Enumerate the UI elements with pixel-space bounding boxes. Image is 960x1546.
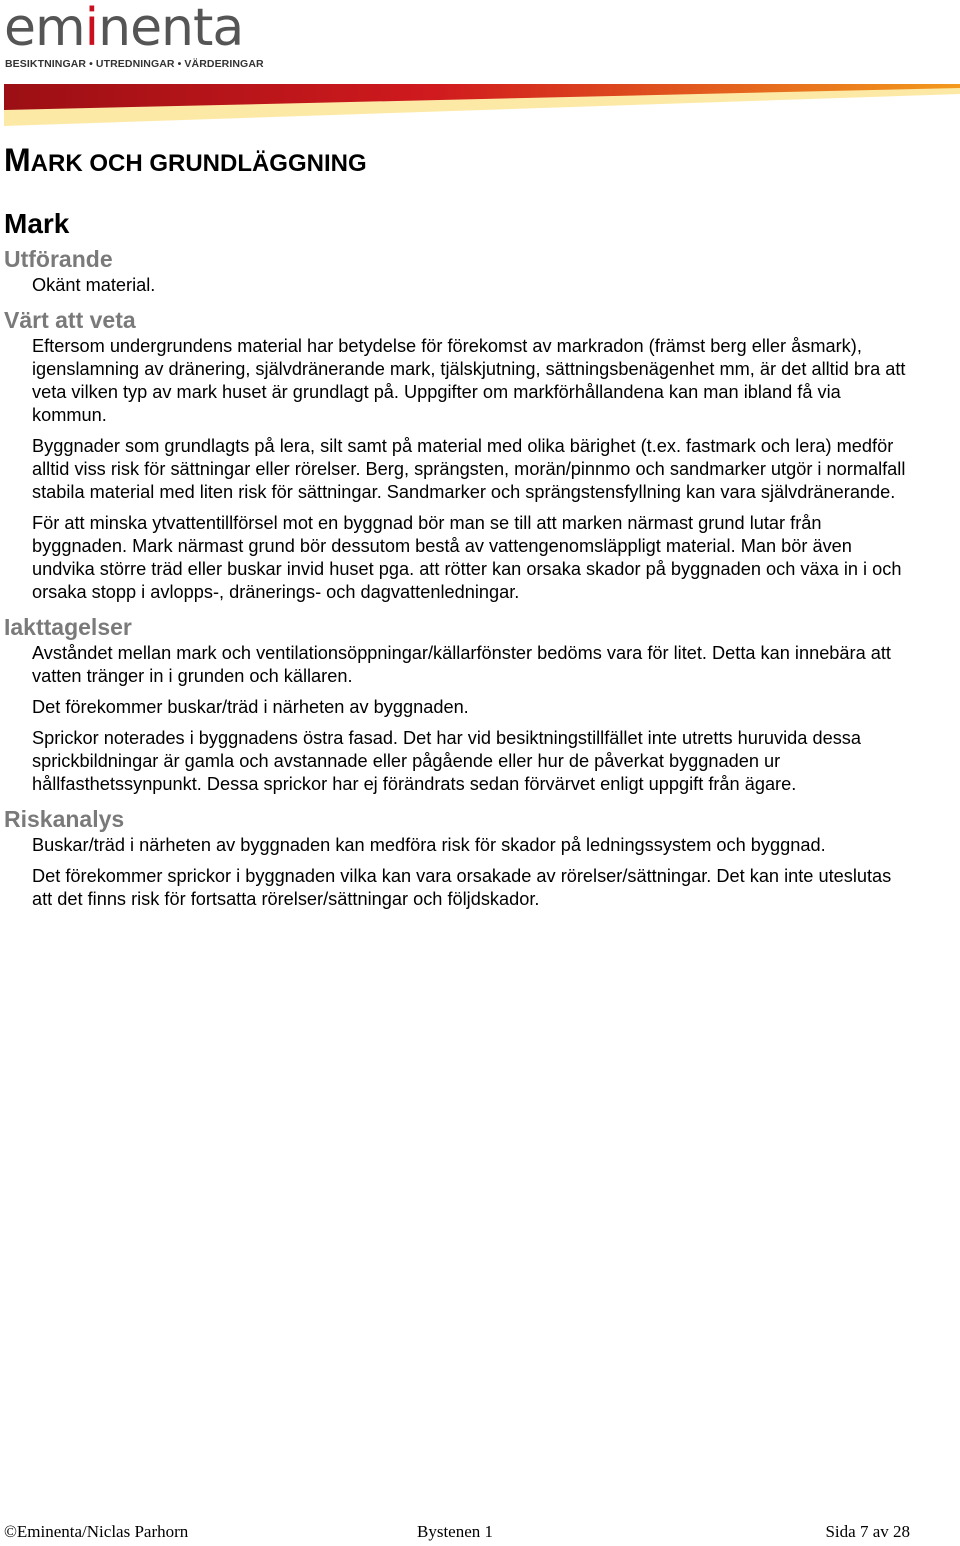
paragraph: Buskar/träd i närheten av byggnaden kan medföra risk för skador på ledningssystem och byggnad.	[32, 835, 826, 855]
footer-copyright: ©Eminenta/Niclas Parhorn	[4, 1522, 189, 1541]
subsection-title: Värt att veta	[4, 307, 136, 333]
company-logo	[4, 0, 264, 72]
logo-tagline: BESIKTNINGAR • UTREDNINGAR • VÄRDERINGAR	[5, 58, 264, 70]
paragraph: Okänt material.	[32, 275, 156, 295]
title-rest: ARK OCH GRUNDLÄGGNING	[30, 150, 367, 177]
logo-word-end: nenta	[98, 0, 244, 58]
paragraph: Det förekommer sprickor i byggnaden vilka kan vara orsakade av rörelser/sättningar. Det kan inte uteslutas att det finns risk för fortsatta rörelser/sättningar och följdskador.	[32, 866, 892, 909]
paragraph: För att minska ytvattentillförsel mot en byggnad bör man se till att marken närmast grund lutar från byggnaden. Mark närmast grund bör dessutom bestå av vattengenomsläppligt material. Man bör även undvika större träd eller buskar invid huset pga. att rötter kan orsaka skador på byggnaden och växa in i och orsaka stopp i avlopps-, dränerings- och dagvattenledningar.	[32, 513, 902, 602]
footer-property-name: Bystenen 1	[417, 1522, 494, 1541]
header-decorative-bar	[4, 84, 960, 126]
page-footer	[4, 1521, 910, 1545]
section-heading: Mark	[4, 208, 70, 239]
section-iakttagelser	[4, 612, 914, 796]
section-utforande	[4, 244, 914, 297]
paragraph: Eftersom undergrundens material har betydelse för förekomst av markradon (främst berg eller åsmark), igenslamning av dränering, självdränerande mark, tjälskjutning, sättningsbenägenhet mm, är det alltid bra att veta vilken typ av mark huset är grundlagt på. Uppgifter om markförhållandena kan man ibland få via kommun.	[32, 336, 906, 425]
logo-accent-letter: i	[84, 0, 99, 58]
paragraph: Sprickor noterades i byggnadens östra fasad. Det har vid besiktningstillfället inte utretts huruvida dessa sprickbildningar är gamla och avstannade eller pågående eller hur de påverkat byggnaden ur hållfasthetssynpunkt. Dessa sprickor har ej förändrats sedan förvärvet enligt uppgift från ägare.	[32, 728, 861, 794]
logo-word-start: em	[4, 0, 85, 58]
document-body	[4, 138, 914, 919]
section-riskanalys	[4, 804, 914, 911]
paragraph: Byggnader som grundlagts på lera, silt samt på material med olika bärighet (t.ex. fastmark och lera) medför alltid viss risk för sättningar eller rörelser. Berg, sprängsten, morän/pinnmo och sandmarker utgör i normalfall stabila material med liten risk för sättningar. Sandmarker och sprängstensfyllning kan vara självdränerande.	[32, 436, 906, 502]
section-vart-att-veta	[4, 305, 914, 604]
subsection-title: Utförande	[4, 246, 113, 272]
logo-wordmark	[4, 0, 244, 58]
paragraph: Avståndet mellan mark och ventilationsöppningar/källarfönster bedöms vara för litet. Detta kan innebära att vatten tränger in i grunden och källaren.	[32, 643, 891, 686]
paragraph: Det förekommer buskar/träd i närheten av byggnaden.	[32, 697, 469, 717]
document-title	[4, 138, 914, 186]
subsection-title: Riskanalys	[4, 806, 125, 832]
footer-page-number: Sida 7 av 28	[825, 1522, 910, 1541]
subsection-title: Iakttagelser	[4, 614, 132, 640]
title-initial: M	[4, 142, 31, 178]
